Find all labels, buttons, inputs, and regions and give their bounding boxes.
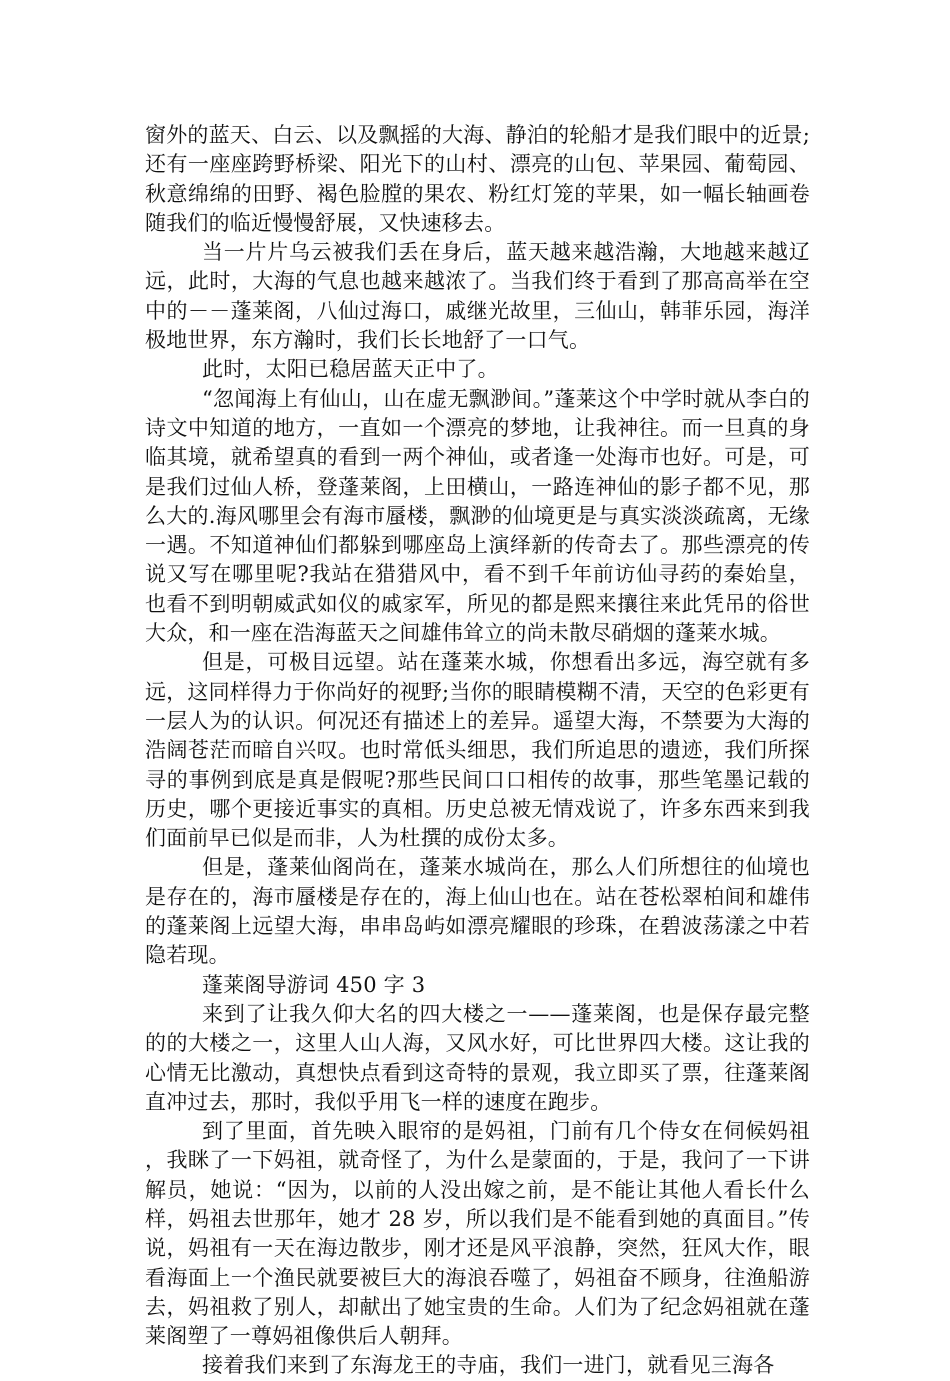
paragraph-6: 但是，蓬莱仙阁尚在，蓬莱水城尚在，那么人们所想往的仙境也是存在的，海市蜃楼是存在的，海上仙山也在。站在苍松翠柏间和雄伟的蓬莱阁上远望大海，串串岛屿如漂亮耀眼的珍珠，在碧波荡漾之中若隐若现。 bbox=[145, 855, 810, 968]
paragraph-8: 来到了让我久仰大名的四大楼之一——蓬莱阁，也是保存最完整的的大楼之一，这里人山人海，又风水好，可比世界四大楼。这让我的心情无比激动，真想快点看到这奇特的景观，我立即买了票，往蓬莱阁直冲过去，那时，我似乎用飞一样的速度在跑步。 bbox=[145, 1001, 810, 1114]
paragraph-10: 接着我们来到了东海龙王的寺庙，我们一进门，就看见三海各 bbox=[202, 1353, 775, 1378]
paragraph-1: 窗外的蓝天、白云、以及飘摇的大海、静泊的轮船才是我们眼中的近景;还有一座座跨野桥梁、阳光下的山村、漂亮的山包、苹果园、葡萄园、秋意绵绵的田野、褐色脸膛的果农、粉红灯笼的苹果，如一幅长轴画卷随我们的临近慢慢舒展，又快速移去。 bbox=[145, 123, 810, 235]
paragraph-3: 此时，太阳已稳居蓝天正中了。 bbox=[202, 357, 499, 382]
section-heading: 蓬莱阁导游词 450 字 3 bbox=[202, 972, 426, 997]
paragraph-2: 当一片片乌云被我们丢在身后，蓝天越来越浩瀚，大地越来越辽远，此时，大海的气息也越来越浓了。当我们终于看到了那高高举在空中的－－蓬莱阁，八仙过海口，戚继光故里，三仙山，韩菲乐园，海洋极地世界，东方瀚时，我们长长地舒了一口气。 bbox=[145, 240, 810, 353]
paragraph-4: “忽闻海上有仙山，山在虚无飘渺间。”蓬莱这个中学时就从李白的诗文中知道的地方，一直如一个漂亮的梦地，让我神往。而一旦真的身临其境，就希望真的看到一两个神仙，或者逢一处海市也好。可是，可是我们过仙人桥，登蓬莱阁，上田横山，一路连神仙的影子都不见，那么大的.海风哪里会有海市蜃楼，飘渺的仙境更是与真实淡淡疏离，无缘一遇。不知道神仙们都躲到哪座岛上演绎新的传奇去了。那些漂亮的传说又写在哪里呢?我站在猎猎风中，看不到千年前访仙寻药的秦始皇，也看不到明朝威武如仪的戚家军，所见的都是熙来攘往来此凭吊的俗世大众，和一座在浩海蓝天之间雄伟耸立的尚未散尽硝烟的蓬莱水城。 bbox=[145, 386, 810, 646]
paragraph-5: 但是，可极目远望。站在蓬莱水城，你想看出多远，海空就有多远，这同样得力于你尚好的视野;当你的眼睛模糊不清，天空的色彩更有一层人为的认识。何况还有描述上的差异。遥望大海，不禁要为大海的浩阔苍茫而暗自兴叹。也时常低头细思，我们所追思的遗迹，我们所探寻的事例到底是真是假呢?那些民间口口相传的故事，那些笔墨记载的历史，哪个更接近事实的真相。历史总被无情戏说了，许多东西来到我们面前早已似是而非，人为杜撰的成份太多。 bbox=[145, 650, 810, 851]
document-body bbox=[145, 121, 810, 1381]
paragraph-9: 到了里面，首先映入眼帘的是妈祖，门前有几个侍女在伺候妈祖，我眯了一下妈祖，就奇怪了，为什么是蒙面的，于是，我问了一下讲解员，她说：“因为，以前的人没出嫁之前，是不能让其他人看长什么样，妈祖去世那年，她才 28 岁，所以我们是不能看到她的真面目。”传说，妈祖有一天在海边散步，刚才还是风平浪静，突然，狂风大作，眼看海面上一个渔民就要被巨大的海浪吞噬了，妈祖奋不顾身，往渔船游去，妈祖救了别人，却献出了她宝贵的生命。人们为了纪念妈祖就在蓬莱阁塑了一尊妈祖像供后人朝拜。 bbox=[145, 1119, 810, 1349]
